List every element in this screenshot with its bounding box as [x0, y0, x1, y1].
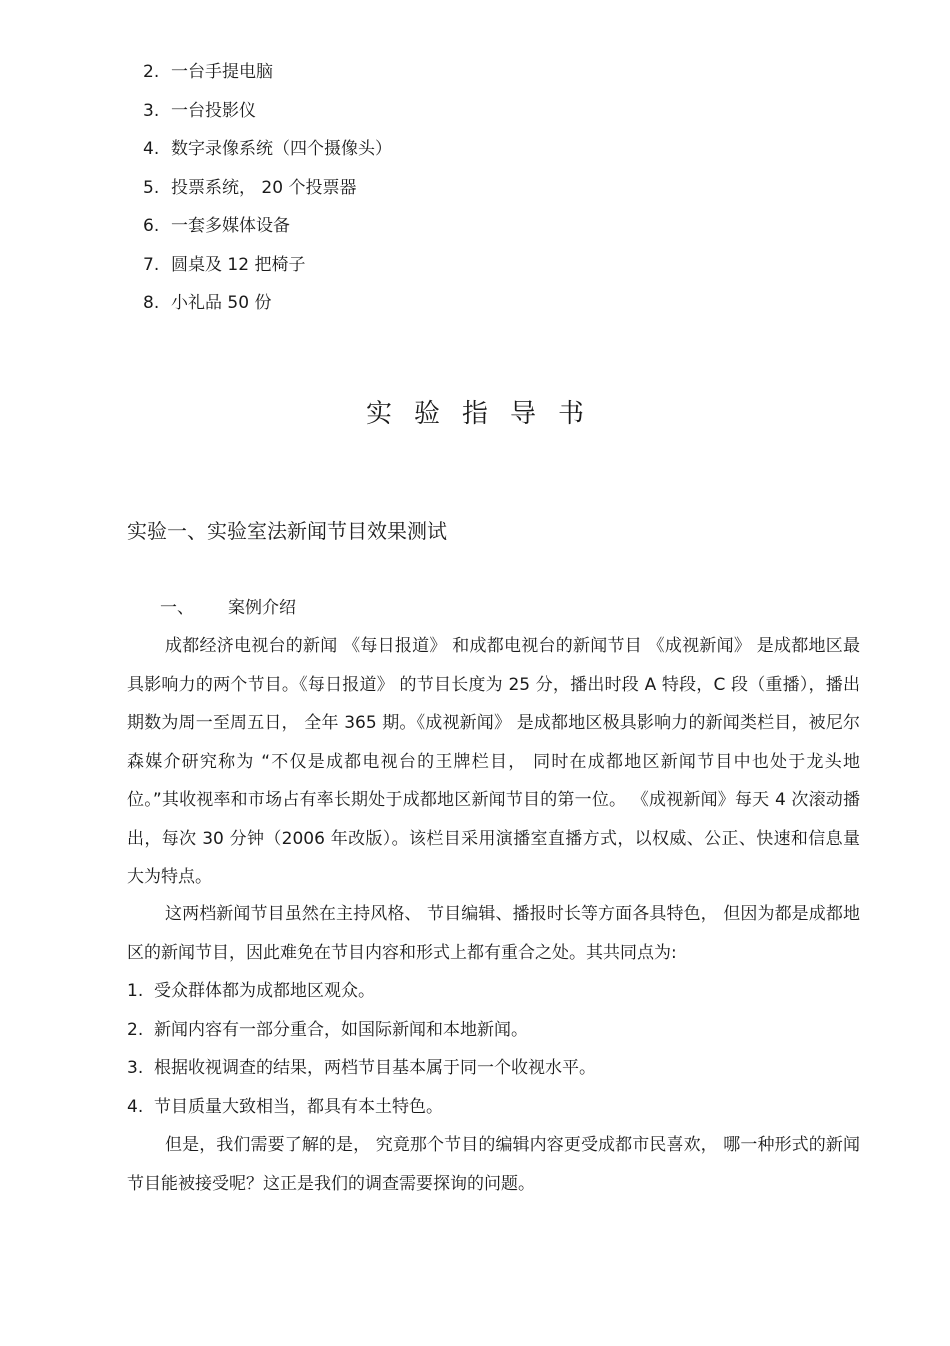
list-item-text: 根据收视调查的结果，两档节目基本属于同一个收视水平。: [154, 1058, 596, 1078]
paragraph-text: 成都经济电视台的新闻 《每日报道》 和成都电视台的新闻节目 《成视新闻》 是成都地区最具影响力的两个节目。《每日报道》 的节目长度为 25 分，播出时段 A 特段，C 段（重播），播出期数为周一至周五日， 全年 365 期。《成视新闻》 是成都地区极具影响力的新闻类栏目，被尼尔森媒介研究称为 “不仅是成都电视台的王牌栏目， 同时在成都地区新闻节目中也处于龙头地位。”其收视率和市场占有率长期处于成都地区新闻节目的第一位。 《成视新闻》每天 4 次滚动播出，每次 30 分钟（2006 年改版）。该栏目采用演播室直播方式，以权威、公正、快速和信息量大为特点。: [127, 636, 860, 887]
section-title: 案例介绍: [228, 598, 296, 618]
list-item-number: 8.: [143, 293, 160, 313]
list-item-text: 一台投影仪: [171, 100, 256, 121]
list-item: [143, 58, 392, 97]
list-item-text: 投票系统， 20 个投票器: [171, 177, 357, 198]
list-item-number: 3.: [127, 1058, 144, 1078]
intro-paragraph: [127, 627, 860, 897]
list-item: [127, 972, 596, 1011]
list-item-number: 3.: [143, 100, 160, 121]
list-item-text: 圆桌及 12 把椅子: [171, 254, 306, 275]
list-item: [127, 1011, 596, 1050]
experiment-heading: 实验一、实验室法新闻节目效果测试: [127, 519, 447, 543]
list-item-number: 7.: [143, 254, 160, 275]
list-item-text: 一套多媒体设备: [171, 216, 290, 236]
section-heading: [160, 595, 296, 621]
list-item-number: 1.: [127, 981, 144, 1001]
list-item-text: 数字录像系统（四个摄像头）: [171, 139, 392, 159]
section-number: 一、: [160, 598, 194, 618]
list-item: [127, 1088, 596, 1127]
question-paragraph: [127, 1126, 860, 1203]
list-item-number: 2.: [143, 62, 160, 82]
list-item: [143, 135, 392, 174]
list-item: [143, 251, 392, 290]
list-item-number: 5.: [143, 177, 160, 198]
list-item: [143, 289, 392, 328]
paragraph-text: 但是，我们需要了解的是， 究竟那个节目的编辑内容更受成都市民喜欢， 哪一种形式的新闻节目能被接受呢？这正是我们的调查需要探询的问题。: [127, 1135, 860, 1194]
list-item-text: 新闻内容有一部分重合，如国际新闻和本地新闻。: [154, 1019, 528, 1040]
list-item-number: 4.: [143, 139, 160, 159]
list-item: [143, 97, 392, 136]
list-item: [143, 212, 392, 251]
list-item-number: 2.: [127, 1019, 144, 1040]
list-item: [143, 174, 392, 213]
comparison-paragraph: [127, 895, 860, 972]
common-points-list: [127, 972, 596, 1126]
list-item-text: 小礼品 50 份: [171, 293, 272, 313]
list-item-text: 节目质量大致相当，都具有本土特色。: [154, 1096, 443, 1117]
list-item: [127, 1049, 596, 1088]
list-item-text: 一台手提电脑: [171, 62, 273, 82]
paragraph-text: 这两档新闻节目虽然在主持风格、 节目编辑、播报时长等方面各具特色， 但因为都是成都地区的新闻节目，因此难免在节目内容和形式上都有重合之处。其共同点为:: [127, 904, 860, 963]
equipment-list: [143, 58, 392, 328]
list-item-number: 6.: [143, 216, 160, 236]
document-title: 实验指导书: [365, 399, 606, 429]
list-item-number: 4.: [127, 1096, 144, 1117]
list-item-text: 受众群体都为成都地区观众。: [154, 981, 375, 1001]
